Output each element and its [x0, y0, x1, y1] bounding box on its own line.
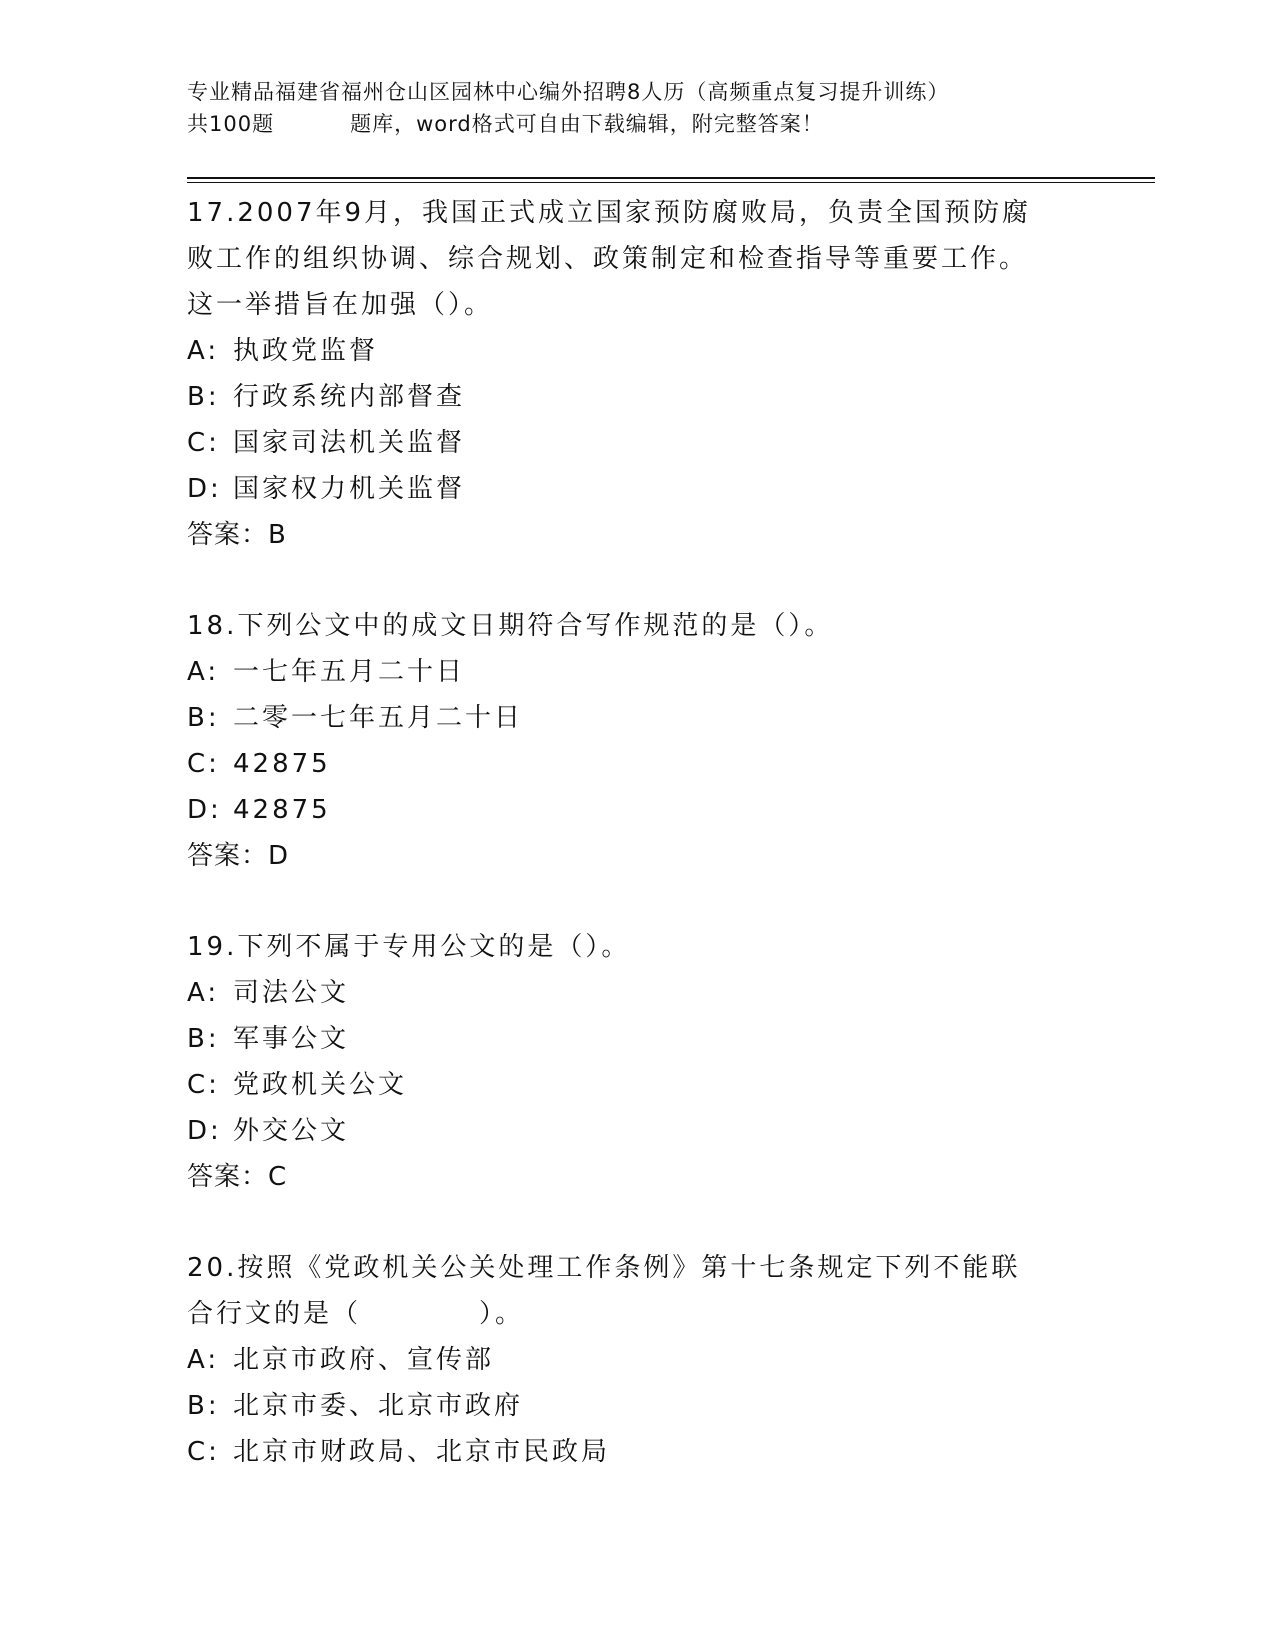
option-c [187, 1429, 1087, 1475]
option-d [187, 1108, 1087, 1154]
question-19 [187, 924, 1087, 1200]
option-text: 行政系统内部督查 [233, 382, 466, 412]
header-divider-thick [187, 177, 1155, 179]
option-text: 执政党监督 [233, 336, 379, 366]
answer-line: 答案：D [187, 841, 290, 871]
question-stem [187, 1245, 1047, 1337]
document-header [187, 76, 1087, 140]
header-description: 题库，word格式可自由下载编辑，附完整答案！ [350, 112, 824, 136]
option-text: 二零一七年五月二十日 [233, 703, 524, 733]
question-stem-end: ）。 [479, 1299, 525, 1329]
option-d [187, 787, 1087, 833]
header-title-line: 专业精品福建省福州仓山区园林中心编外招聘8人历（高频重点复习提升训练） [187, 80, 950, 104]
option-letter: B: [187, 1024, 220, 1054]
option-letter: D: [187, 1116, 222, 1146]
answer-line: 答案：C [187, 1162, 288, 1192]
option-b [187, 1016, 1087, 1062]
answer-line: 答案：B [187, 520, 287, 550]
option-b [187, 374, 1087, 420]
option-text: 北京市委、北京市政府 [233, 1391, 524, 1421]
option-letter: B: [187, 703, 220, 733]
option-letter: B: [187, 382, 220, 412]
question-stem-text: 20.按照《党政机关公关处理工作条例》第十七条规定下列不能联合行文的是（ [187, 1253, 1021, 1329]
option-letter: C: [187, 749, 220, 779]
option-text: 42875 [233, 749, 331, 779]
option-letter: A: [187, 978, 220, 1008]
option-text: 外交公文 [233, 1116, 350, 1146]
option-letter: C: [187, 1070, 220, 1100]
question-17 [187, 190, 1087, 558]
header-question-count: 共100题 [187, 112, 275, 136]
option-text: 北京市政府、宣传部 [233, 1345, 495, 1375]
question-stem: 19.下列不属于专用公文的是（）。 [187, 932, 631, 962]
option-b [187, 1383, 1087, 1429]
option-b [187, 695, 1087, 741]
option-a [187, 970, 1087, 1016]
option-a [187, 328, 1087, 374]
option-letter: A: [187, 1345, 220, 1375]
option-letter: A: [187, 336, 220, 366]
option-a [187, 1337, 1087, 1383]
option-a [187, 649, 1087, 695]
option-c [187, 420, 1087, 466]
option-text: 军事公文 [233, 1024, 350, 1054]
question-list [187, 190, 1087, 1475]
header-subtitle-line [187, 108, 1087, 140]
option-c [187, 741, 1087, 787]
question-20 [187, 1245, 1087, 1475]
option-letter: C: [187, 428, 220, 458]
option-letter: B: [187, 1391, 220, 1421]
question-18 [187, 603, 1087, 879]
option-letter: A: [187, 657, 220, 687]
option-text: 国家权力机关监督 [233, 474, 466, 504]
option-letter: C: [187, 1437, 220, 1467]
header-divider-thin [187, 182, 1155, 183]
option-c [187, 1062, 1087, 1108]
option-letter: D: [187, 795, 222, 825]
option-text: 司法公文 [233, 978, 350, 1008]
option-d [187, 466, 1087, 512]
option-text: 42875 [233, 795, 331, 825]
option-text: 党政机关公文 [233, 1070, 408, 1100]
question-stem: 17.2007年9月，我国正式成立国家预防腐败局，负责全国预防腐败工作的组织协调、综合规划、政策制定和检查指导等重要工作。这一举措旨在加强（）。 [187, 198, 1032, 320]
option-text: 北京市财政局、北京市民政局 [233, 1437, 611, 1467]
option-text: 一七年五月二十日 [233, 657, 466, 687]
option-letter: D: [187, 474, 222, 504]
question-stem: 18.下列公文中的成文日期符合写作规范的是（）。 [187, 611, 834, 641]
option-text: 国家司法机关监督 [233, 428, 466, 458]
